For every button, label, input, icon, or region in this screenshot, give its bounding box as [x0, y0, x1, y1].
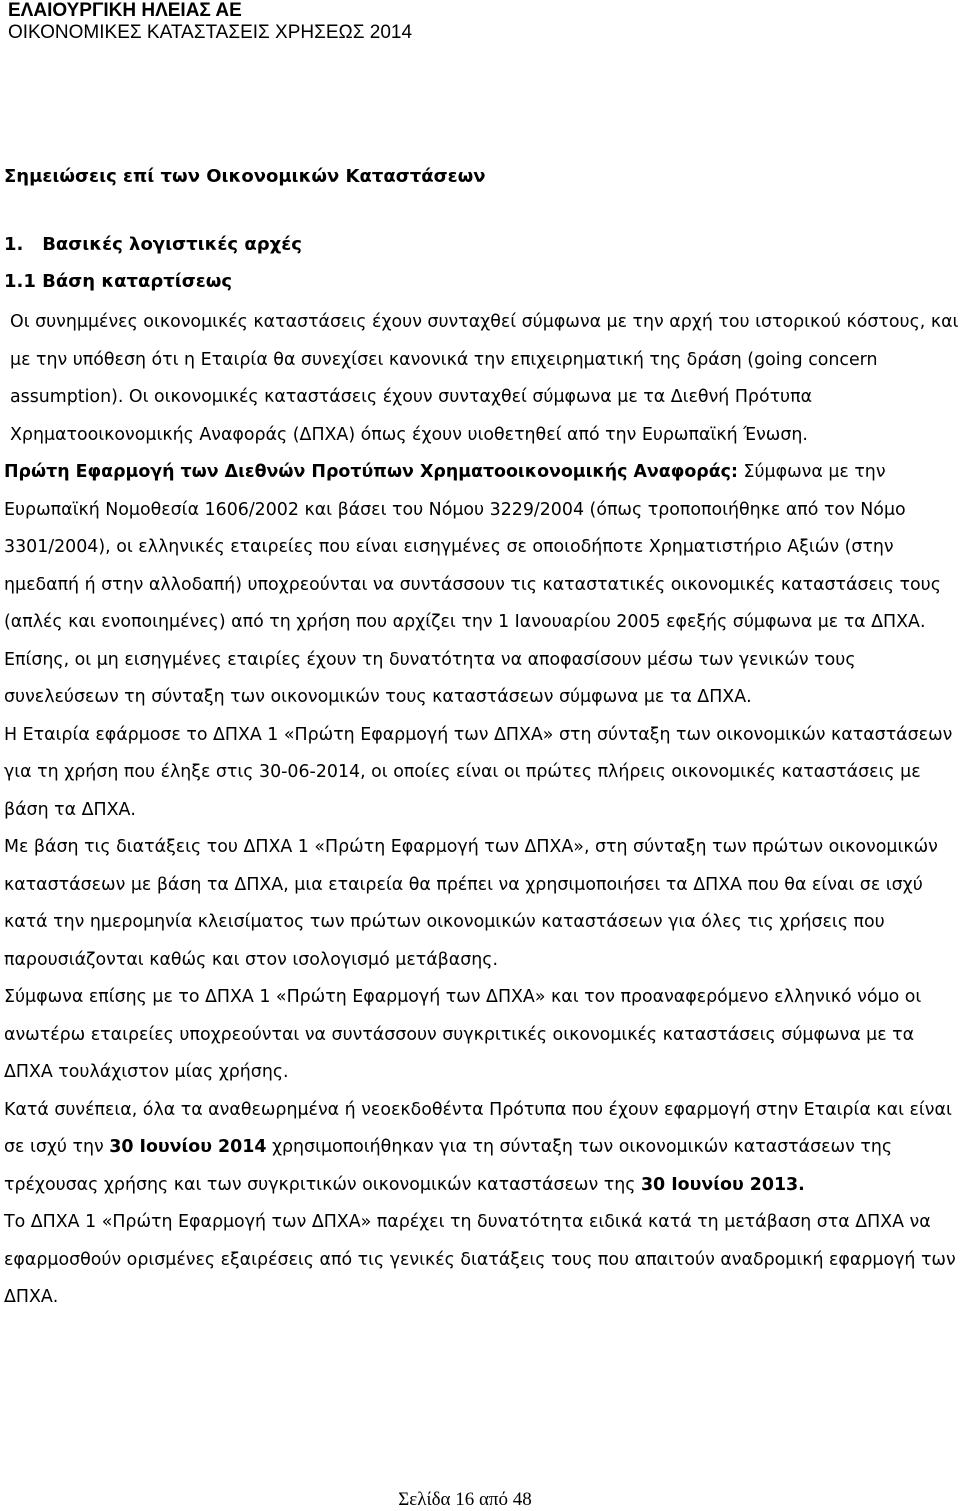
date-bold: 30 Ιουνίου 2014: [109, 1137, 267, 1157]
paragraph-ifrs1-provisions: Με βάση τις διατάξεις του ΔΠΧΑ 1 «Πρώτη Εφαρμογή των ΔΠΧΑ», στη σύνταξη των πρώτων οικονομικών καταστάσεων με βάση τα ΔΠΧΑ, μια εταιρεία θα πρέπει να χρησιμοποιήσει τα ΔΠΧΑ που θα είναι σε ισχύ κατά την ημερομηνία κλεισίματος των πρώτων οικονομικών καταστάσεων για όλες τις χρήσεις που παρουσιάζονται καθώς και στον ισολογισμό μετάβασης.: [4, 837, 938, 970]
section-number: 1.: [4, 234, 24, 255]
paragraph-text: Κατά συνέπεια, όλα τα αναθεωρημένα ή νεοεκδοθέντα Πρότυπα που έχουν εφαρμογή στην Εταιρία και είναι σε ισχύ την: [4, 1099, 952, 1157]
section-title: Βασικές λογιστικές αρχές: [42, 234, 302, 255]
document-subtitle: ΟΙΚΟΝΟΜΙΚΕΣ ΚΑΤΑΣΤΑΣΕΙΣ ΧΡΗΣΕΩΣ 2014: [8, 22, 413, 43]
notes-body: [4, 304, 960, 1317]
paragraph-text: .: [798, 1174, 805, 1195]
paragraph-text: Σύμφωνα με την Ευρωπαϊκή Νομοθεσία 1606/2002 και βάσει του Νόμου 3229/2004 (όπως τροποποιήθηκε από τον Νόμο 3301/2004), οι ελληνικές εταιρείες που είναι εισηγμένες σε οποιοδήποτε Χρηματιστήριο Αξιών (στην ημεδαπή ή στην αλλοδαπή) υποχρεούνται να συντάσσουν τις καταστατικές οικονομικές καταστάσεις τους (απλές και ενοποιημένες) από τη χρήση που αρχίζει την 1 Ιανουαρίου 2005 εφεξής σύμφωνα με τα ΔΠΧΑ. Επίσης, οι μη εισηγμένες εταιρίες έχουν τη δυνατότητα να αποφασίσουν μέσω των γενικών τους συνελεύσεων τη σύνταξη των οικονομικών τους καταστάσεων σύμφωνα με τα ΔΠΧΑ.: [4, 462, 941, 707]
paragraph-ifrs1-application: Η Εταιρία εφάρμοσε το ΔΠΧΑ 1 «Πρώτη Εφαρμογή των ΔΠΧΑ» στη σύνταξη των οικονομικών καταστάσεων για τη χρήση που έληξε στις 30-06-2014, οι οποίες είναι οι πρώτες πλήρεις οικονομικές καταστάσεις με βάση τα ΔΠΧΑ.: [4, 724, 953, 820]
paragraph-standards-in-force: [4, 1092, 960, 1205]
paragraph-exemptions: Το ΔΠΧΑ 1 «Πρώτη Εφαρμογή των ΔΠΧΑ» παρέχει τη δυνατότητα ειδικά κατά τη μετάβαση στα ΔΠΧΑ να εφαρμοσθούν ορισμένες εξαιρέσεις από τις γενικές διατάξεις τους που απαιτούν αναδρομική εφαρμογή των ΔΠΧΑ.: [4, 1212, 956, 1307]
paragraph-first-adoption: [4, 454, 960, 717]
paragraph-text: χρησιμοποιήθηκαν για τη σύνταξη των οικονομικών καταστάσεων της τρέχουσας χρήσης και των συγκριτικών οικονομικών καταστάσεων της: [4, 1137, 893, 1195]
section-heading-1: [4, 234, 302, 255]
notes-title: Σημειώσεις επί των Οικονομικών Καταστάσεων: [4, 166, 486, 187]
paragraph-basis: [4, 304, 960, 454]
document-header: [8, 0, 412, 44]
page-number: Σελίδα 16 από 48: [398, 1489, 532, 1510]
paragraph-comparative: Σύμφωνα επίσης με το ΔΠΧΑ 1 «Πρώτη Εφαρμογή των ΔΠΧΑ» και τον προαναφερόμενο ελληνικό νόμο οι ανωτέρω εταιρείες υποχρεούνται να συντάσσουν συγκριτικές οικονομικές καταστάσεις σύμφωνα με τα ΔΠΧΑ τουλάχιστον μίας χρήσης.: [4, 987, 922, 1082]
company-name: ΕΛΑΙΟΥΡΓΙΚΗ ΗΛΕΙΑΣ ΑΕ: [8, 0, 242, 21]
paragraph-lead-bold: Πρώτη Εφαρμογή των Διεθνών Προτύπων Χρηματοοικονομικής Αναφοράς:: [4, 462, 738, 482]
section-heading-1-1: 1.1 Βάση καταρτίσεως: [4, 271, 233, 292]
paragraph-text: Οι συνημμένες οικονομικές καταστάσεις έχουν συνταχθεί σύμφωνα με την αρχή του ιστορικού κόστους, και με την υπόθεση ότι η Εταιρία θα συνεχίσει κανονικά την επιχειρηματική της δράση (going concern assumption). Οι οικονομικές καταστάσεις έχουν συνταχθεί σύμφωνα με τα Διεθνή Πρότυπα Χρηματοοικονομικής Αναφοράς (ΔΠΧΑ) όπως έχουν υιοθετηθεί από την Ευρωπαϊκή Ένωση.: [10, 312, 959, 445]
date-bold: 30 Ιουνίου 2013: [640, 1174, 799, 1195]
